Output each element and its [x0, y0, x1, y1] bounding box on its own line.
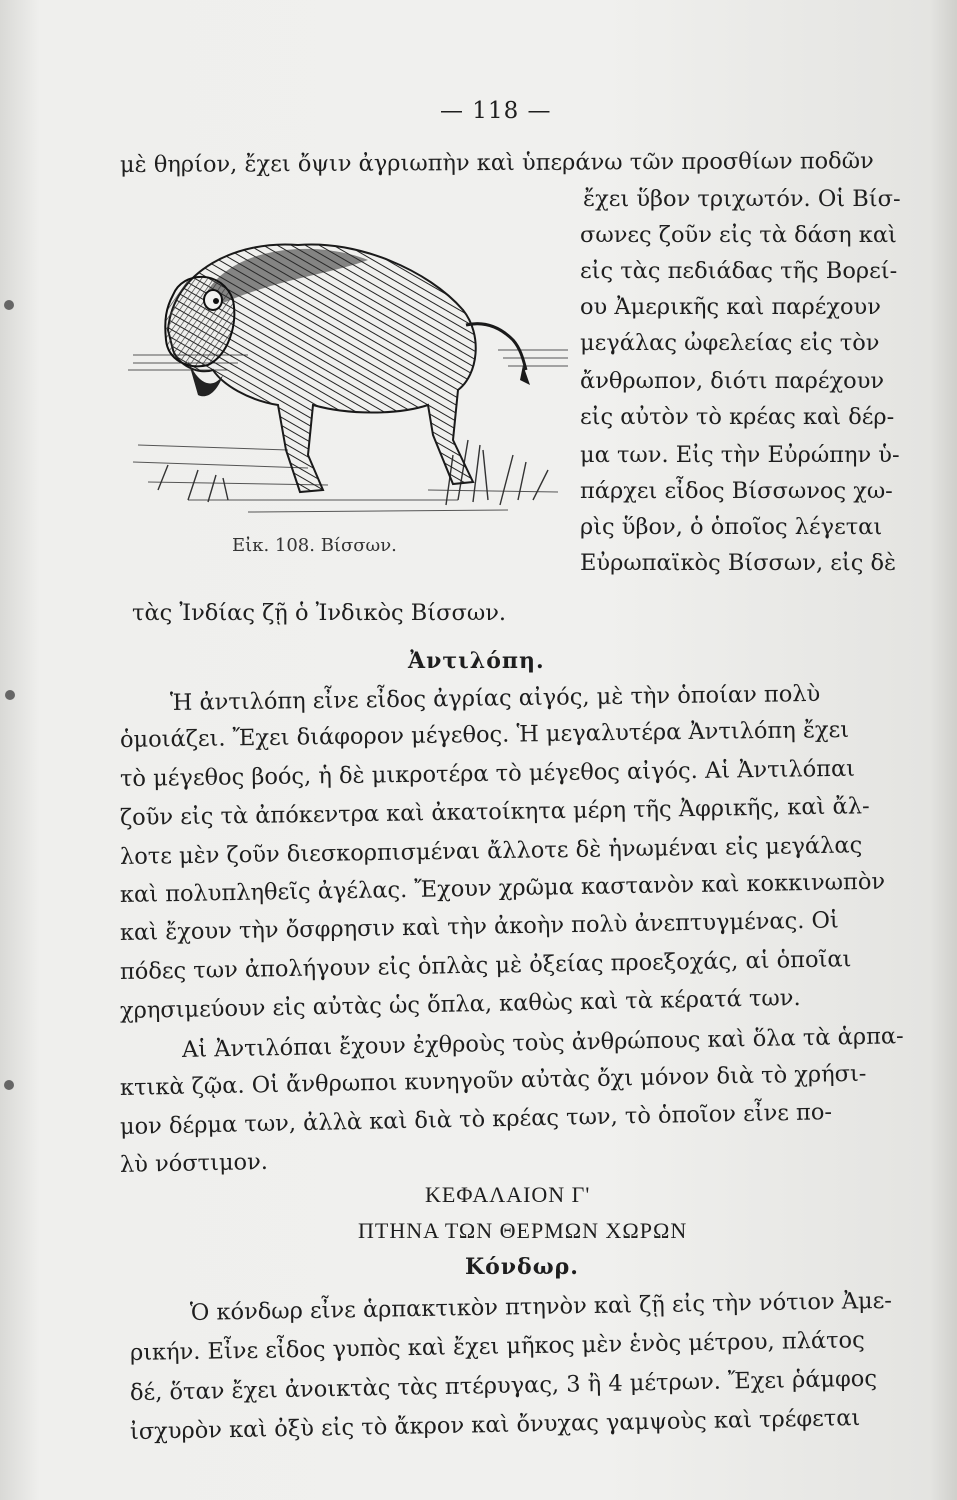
text-line: πάρχει εἶδος Βίσσωνος χω- [580, 478, 893, 504]
text-line: Εὐρωπαϊκὸς Βίσσων, εἰς δὲ [580, 550, 897, 576]
binding-hole [5, 690, 15, 700]
text-line: χρησιμεύουν εἰς αὐτὰς ὡς ὅπλα, καθὼς καὶ τὰ κέρατά των. [119, 984, 801, 1024]
text-line: ἰσχυρὸν καὶ ὀξὺ εἰς τὸ ἄκρον καὶ ὄνυχας γαμψοὺς καὶ τρέφεται [129, 1404, 861, 1445]
text-line: καὶ ἔχουν τὴν ὄσφρησιν καὶ τὴν ἀκοὴν πολὺ ἀνεπτυγμένας. Οἱ [119, 907, 839, 946]
text-line: ἔχει ὕβον τριχωτόν. Οἱ Βίσ- [583, 186, 901, 212]
text-line: τὰς Ἰνδίας ζῇ ὁ Ἰνδικὸς Βίσσων. [132, 600, 507, 626]
text-line: εἰς τὰς πεδιάδας τῆς Βορεί- [580, 258, 898, 284]
text-line: ἄνθρωπον, διότι παρέχουν [580, 368, 885, 394]
text-line: Αἱ Ἀντιλόπαι ἔχουν ἐχθροὺς τοὺς ἀνθρώπους καὶ ὅλα τὰ ἁρπα- [181, 1023, 904, 1063]
bison-illustration [128, 200, 568, 525]
section-heading: Κόνδωρ. [465, 1254, 579, 1280]
text-line: ζοῦν εἰς τὰ ἀπόκεντρα καὶ ἀκατοίκητα μέρη τῆς Ἀφρικῆς, καὶ ἄλ- [119, 793, 870, 831]
text-line: Ὁ κόνδωρ εἶνε ἁρπακτικὸν πτηνὸν καὶ ζῇ εἰς τὴν νότιον Ἀμε- [189, 1287, 893, 1326]
chapter-title: ΚΕΦΑΛΑΙΟΝ Γ' [425, 1182, 591, 1207]
text-line: τὸ μέγεθος βοός, ἡ δὲ μικροτέρα τὸ μέγεθος αἰγός. Αἱ Ἀντιλόπαι [119, 755, 856, 792]
text-line: δέ, ὅταν ἔχει ἀνοικτὰς τὰς πτέρυγας, 3 ἢ 4 μέτρων. Ἔχει ῥάμφος [129, 1365, 878, 1406]
chapter-subtitle: ΠΤΗΝΑ ΤΩΝ ΘΕΡΜΩΝ ΧΩΡΩΝ [358, 1218, 688, 1243]
text-line: Ἡ ἀντιλόπη εἶνε εἶδος ἀγρίας αἰγός, μὲ τὴν ὁποίαν πολὺ [169, 680, 821, 716]
text-line: ου Ἀμερικῆς καὶ παρέχουν [580, 294, 881, 320]
text-line: μεγάλας ὠφελείας εἰς τὸν [580, 330, 880, 356]
text-line: καὶ πολυπληθεῖς ἀγέλας. Ἔχουν χρῶμα καστανὸν καὶ κοκκινωπὸν [119, 868, 886, 908]
text-line: μον δέρμα των, ἀλλὰ καὶ διὰ τὸ κρέας των, τὸ ὁποῖον εἶνε πο- [119, 1099, 833, 1140]
text-line: λοτε μὲν ζοῦν διεσκορπισμέναι ἄλλοτε δὲ ἡνωμέναι εἰς μεγάλας [119, 832, 863, 870]
text-line: κτικὰ ζῷα. Οἱ ἄνθρωποι κυνηγοῦν αὐτὰς ὄχι μόνον διὰ τὸ χρήσι- [119, 1060, 867, 1101]
text-line: μὲ θηρίον, ἔχει ὄψιν ἀγριωπὴν καὶ ὑπεράνω τῶν προσθίων ποδῶν [119, 148, 874, 178]
text-line: εἰς αὐτὸν τὸ κρέας καὶ δέρ- [580, 404, 895, 430]
text-line: σωνες ζοῦν εἰς τὰ δάση καὶ [580, 222, 897, 248]
binding-hole [4, 300, 14, 310]
text-line: πόδες των ἀπολήγουν εἰς ὁπλὰς μὲ ὀξείας προεξοχάς, αἱ ὁποῖαι [119, 946, 852, 985]
text-line: μα των. Εἰς τὴν Εὐρώπην ὑ- [580, 442, 900, 468]
binding-hole [4, 1080, 14, 1090]
section-heading: Ἀντιλόπη. [408, 648, 545, 674]
text-line: ὁμοιάζει. Ἔχει διάφορον μέγεθος. Ἡ μεγαλυτέρα Ἀντιλόπη ἔχει [119, 716, 850, 753]
text-line: λὺ νόστιμον. [119, 1148, 269, 1178]
text-line: ρὶς ὕβον, ὁ ὁποῖος λέγεται [580, 514, 883, 540]
page-number: — 118 — [440, 98, 552, 124]
figure-caption: Εἰκ. 108. Βίσσων. [232, 535, 397, 556]
text-line: ρικήν. Εἶνε εἶδος γυπὸς καὶ ἔχει μῆκος μὲν ἑνὸς μέτρου, πλάτος [129, 1327, 865, 1366]
